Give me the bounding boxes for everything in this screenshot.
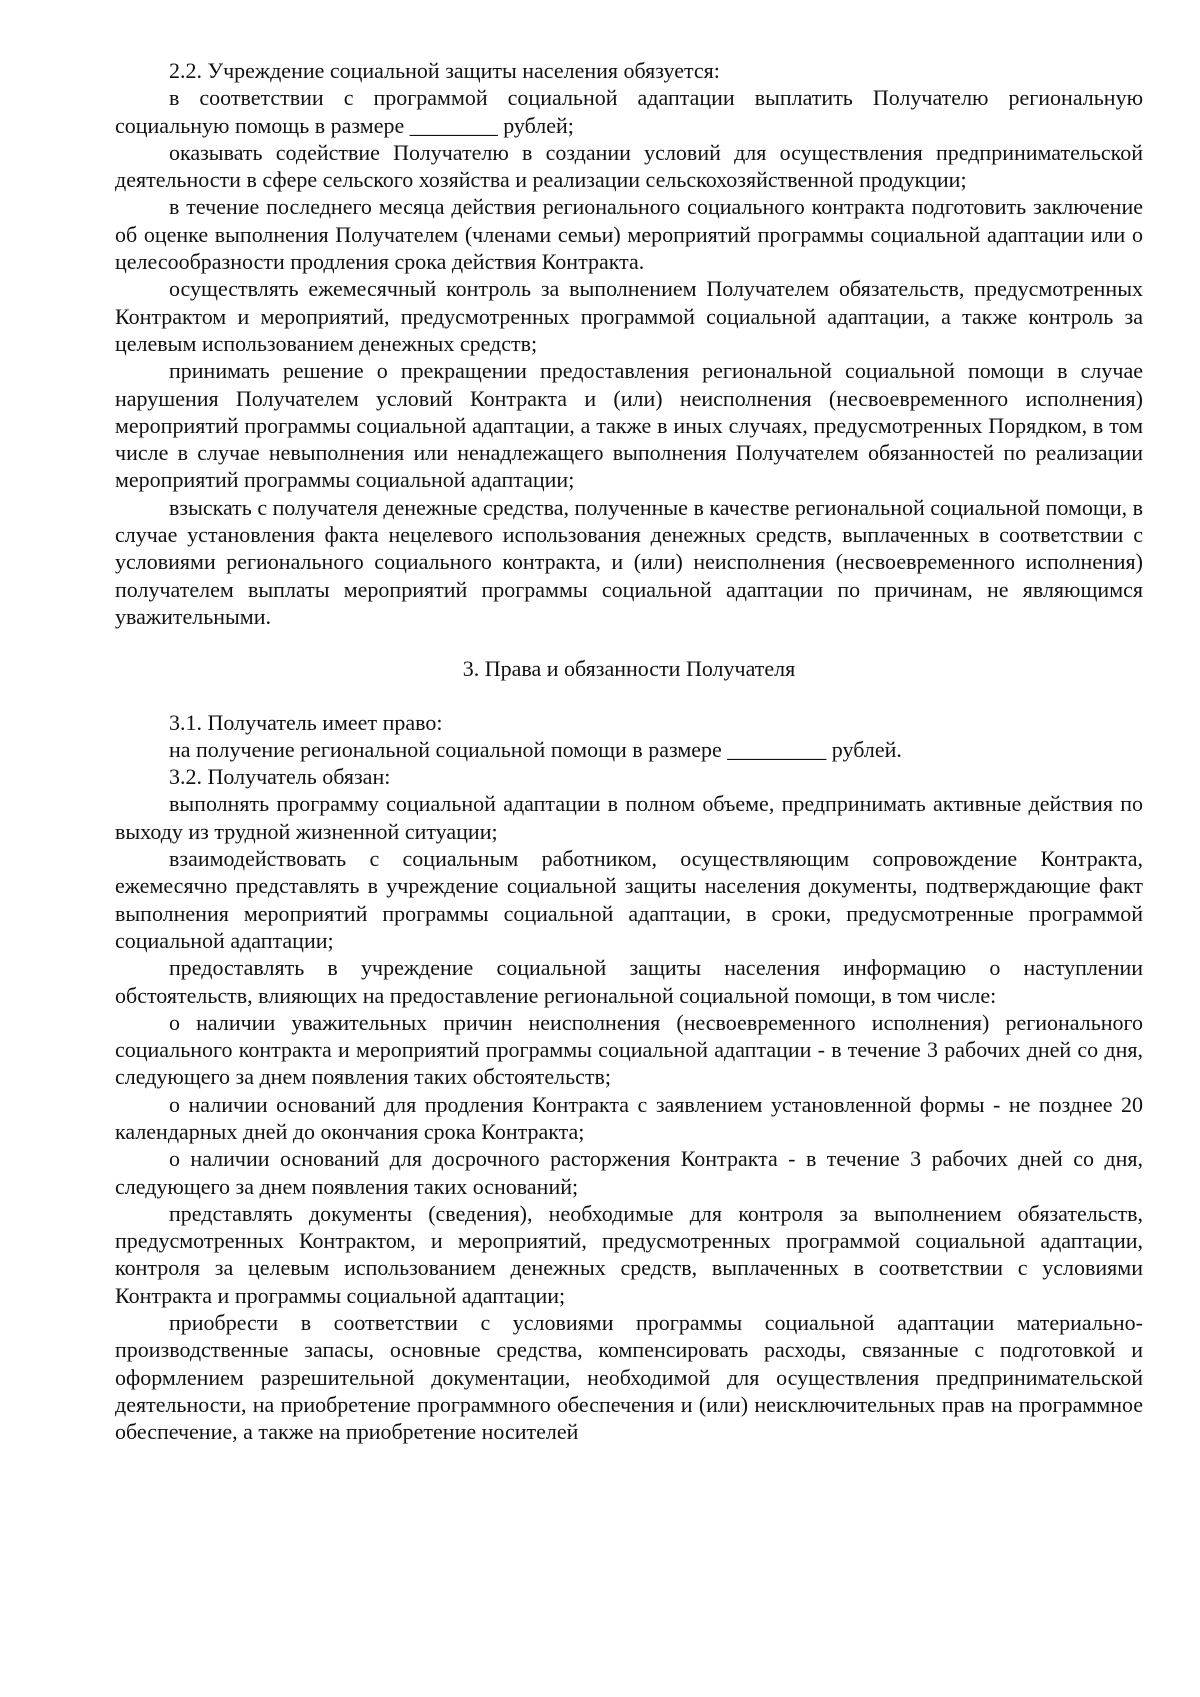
clause-3-2-program: выполнять программу социальной адаптации в полном объеме, предпринимать активные действия по выходу из трудной жизненной ситуации; [115,791,1143,844]
clause-2-2-termination: принимать решение о прекращении предоставления региональной социальной помощи в случае нарушения Получателем условий Контракта и (или) неисполнения (несвоевременного исполнения) мероприятий программы социальной адаптации, а также в иных случаях, предусмотренных Порядком, в том числе в случае невыполнения или ненадлежащего выполнения Получателем обязанностей по реализации мероприятий программы социальной адаптации; [115,358,1143,493]
clause-3-2-interaction: взаимодействовать с социальным работником, осуществляющим сопровождение Контракта, ежемесячно представлять в учреждение социальной защиты населения документы, подтверждающие факт выполнения мероприятий программы социальной адаптации, в сроки, предусмотренные программой социальной адаптации; [115,846,1143,953]
clause-2-2-monitoring: осуществлять ежемесячный контроль за выполнением Получателем обязательств, предусмотренных Контрактом и мероприятий, предусмотренных программой социальной адаптации, а также контроль за целевым использованием денежных средств; [115,276,1143,356]
clause-2-2-assessment: в течение последнего месяца действия регионального социального контракта подготовить заключение об оценке выполнения Получателем (членами семьи) мероприятий программы социальной адаптации или о целесообразности продления срока действия Контракта. [115,194,1143,275]
clause-3-2-documents: представлять документы (сведения), необходимые для контроля за выполнением обязательств, предусмотренных Контрактом, и мероприятий, предусмотренных программой социальной адаптации, контроля за целевым использованием денежных средств, выплаченных в соответствии с условиями Контракта и программы социальной адаптации; [115,1200,1143,1308]
clause-3-2-valid-reasons: о наличии уважительных причин неисполнения (несвоевременного исполнения) регионального социального контракта и мероприятий программы социальной адаптации - в течение 3 рабочих дней со дня, следующего за днем появления таких обстоятельств; [115,1009,1143,1090]
section-3-heading: 3. Права и обязанности Получателя [462,656,796,682]
clause-3-2-heading: 3.2. Получатель обязан: [169,764,391,790]
clause-3-2-early-termination: о наличии оснований для досрочного расторжения Контракта - в течение 3 рабочих дней со дня, следующего за днем появления таких оснований; [115,1146,1143,1199]
clause-2-2-recovery: взыскать с получателя денежные средства, полученные в качестве региональной социальной помощи, в случае установления факта нецелевого использования денежных средств, выплаченных в соответствии с условиями регионального социального контракта, и (или) неисполнения (несвоевременного исполнения) получателем выплаты мероприятий программы социальной адаптации по причинам, не являющимся уважительными. [115,494,1143,629]
clause-2-2-assistance: оказывать содействие Получателю в создании условий для осуществления предпринимательской деятельности в сфере сельского хозяйства и реализации сельскохозяйственной продукции; [115,139,1143,193]
clause-3-2-inform: предоставлять в учреждение социальной защиты населения информацию о наступлении обстоятельств, влияющих на предоставление региональной социальной помощи, в том числе: [115,955,1143,1008]
clause-3-2-purchase: приобрести в соответствии с условиями программы социальной адаптации материально-производственные запасы, основные средства, компенсировать расходы, связанные с подготовкой и оформлением разрешительной документации, необходимой для осуществления предпринимательской деятельности, на приобретение программного обеспечения и (или) неисключительных прав на программное обеспечение, а также на приобретение носителей [115,1310,1143,1445]
clause-3-1-heading: 3.1. Получатель имеет право: [169,709,443,735]
clause-3-1-right: на получение региональной социальной помощи в размере _________ рублей. [169,736,902,762]
clause-2-2-heading: 2.2. Учреждение социальной защиты населения обязуется: [169,58,720,83]
clause-3-2-extension: о наличии оснований для продления Контракта с заявлением установленной формы - не позднее 20 календарных дней до окончания срока Контракта; [115,1091,1143,1144]
clause-2-2-payment: в соответствии с программой социальной адаптации выплатить Получателю региональную социальную помощь в размере ________ рублей; [115,85,1143,138]
